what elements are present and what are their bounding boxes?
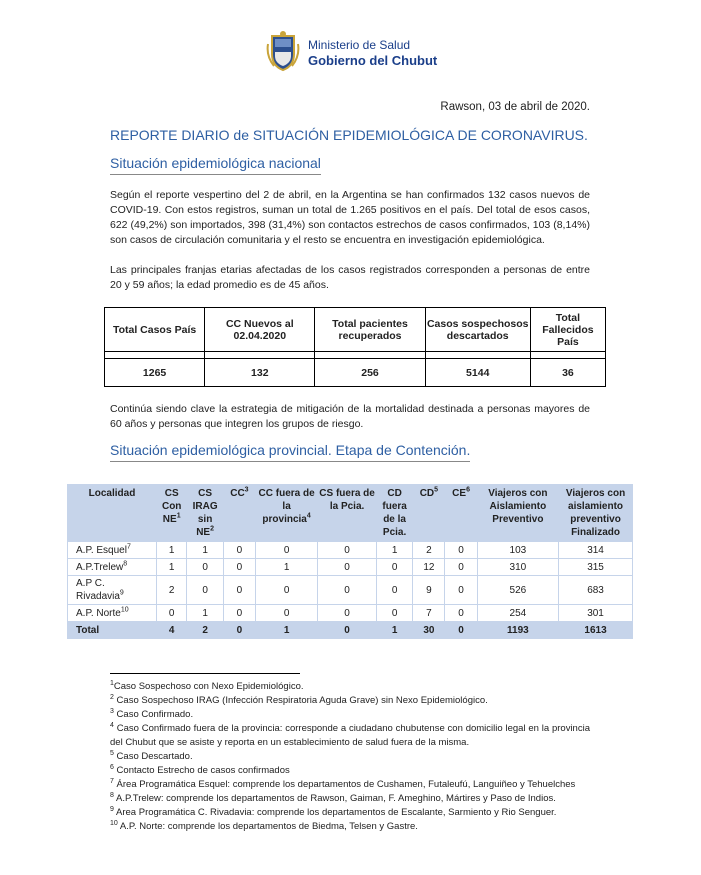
header-discarded: Casos sospechosos descartados <box>425 308 530 352</box>
value-cell: 1193 <box>477 622 558 639</box>
national-heading <box>110 155 321 175</box>
footnotes <box>110 680 590 834</box>
value-cell: 30 <box>413 622 445 639</box>
value-cell: 0 <box>318 576 377 605</box>
provincial-table-body <box>68 542 633 639</box>
value-cell: 0 <box>445 559 477 576</box>
value-cell: 0 <box>376 559 412 576</box>
value-cell: 0 <box>223 622 255 639</box>
value-cell: 0 <box>318 542 377 559</box>
value-cell: 254 <box>477 605 558 622</box>
value-cell: 1 <box>376 542 412 559</box>
footnote-item: $^7$ Área Programática Esquel: comprende los departamentos de Cushamen, Futaleufú, Languiñeo y Tehuelches <box>110 777 576 790</box>
provincial-heading <box>110 442 470 462</box>
footnote-item: $^6$ Contacto Estrecho de casos confirmados <box>110 763 290 776</box>
footnote-divider <box>110 673 300 674</box>
national-table-header-row <box>105 308 606 352</box>
value-cell: 1 <box>187 542 223 559</box>
value-cell: 0 <box>318 559 377 576</box>
table-total-row <box>68 622 633 639</box>
footnote-item: $^1$Caso Sospechoso con Nexo Epidemiológico. <box>110 679 304 692</box>
value-total-cases: 1265 <box>105 359 205 387</box>
national-paragraph-3: Continúa siendo clave la estrategia de mitigación de la mortalidad destinada a personas mayores de 60 años y personas que integren los grupos de riesgo. <box>110 403 590 430</box>
value-cell: 0 <box>223 542 255 559</box>
value-cell: 2 <box>413 542 445 559</box>
footnote-item: $^8$ A.P.Trelew: comprende los departamentos de Rawson, Gaiman, F. Ameghino, Mártires y Paso de Indios. <box>110 791 556 804</box>
value-cell: 2 <box>187 622 223 639</box>
footnote-item: $^4$ Caso Confirmado fuera de la provincia: corresponde a ciudadano chubutense con domicilio legal en la provincia del Chubut que se asiste y reporta en un establecimiento de salud fuera de la misma. <box>110 721 590 748</box>
value-cell: 315 <box>559 559 633 576</box>
national-heading-text: Situación epidemiológica nacional <box>110 155 321 171</box>
locality-cell: A.P C. Rivadavia$^9$ <box>68 576 157 605</box>
value-cell: 310 <box>477 559 558 576</box>
national-paragraph-2: Las principales franjas etarias afectadas de los casos registrados corresponden a personas de entre 20 y 59 años; la edad promedio es de 45 años. <box>110 264 590 291</box>
value-cell: 0 <box>256 542 318 559</box>
col-header: $CD^5$ <box>413 485 445 542</box>
value-cell: 0 <box>376 576 412 605</box>
table-row <box>68 605 633 622</box>
value-cell: 0 <box>318 622 377 639</box>
col-header: CS IRAG $\sin NE^2$ <box>187 485 223 542</box>
national-summary-table <box>104 307 606 387</box>
value-cell: 0 <box>445 576 477 605</box>
value-cell: 103 <box>477 542 558 559</box>
logo-government-text: Gobierno del Chubut <box>308 53 438 68</box>
locality-cell: A.P. Norte$^{10}$ <box>68 605 157 622</box>
footnote-item: $^5$ Caso Descartado. <box>110 749 193 762</box>
value-cell: 1 <box>256 559 318 576</box>
value-cell: 683 <box>559 576 633 605</box>
chubut-shield-icon <box>266 30 300 72</box>
col-header: Viajeros con Aislamiento Preventivo <box>477 485 558 542</box>
ministry-logo <box>266 30 446 76</box>
col-header: $CE^6$ <box>445 485 477 542</box>
footnote-item: $^3$ Caso Confirmado. <box>110 707 194 720</box>
col-header: CD fuera de la Pcia. <box>376 485 412 542</box>
value-cell: 526 <box>477 576 558 605</box>
footnote-item: $^{10}$ A.P. Norte: comprende los departamentos de Biedma, Telsen y Gastre. <box>110 819 418 832</box>
value-cell: 0 <box>187 559 223 576</box>
national-paragraph-1: Según el reporte vespertino del 2 de abril, en la Argentina se han confirmados 132 casos nuevos de COVID-19. Con estos registros, suman un total de 1.265 positivos en el país. Del total de esos casos, 622 (49,2%) son importados, 398 (31,4%) son contactos estrechos de casos confirmados, 103 (8,14%) son casos de circulación comunitaria y el resto se encuentra en investigación epidemiológica. <box>110 189 590 246</box>
header-new-cc: CC Nuevos al 02.04.2020 <box>205 308 315 352</box>
value-cell: 0 <box>445 542 477 559</box>
table-spacer-row <box>105 352 606 359</box>
heading-underline <box>110 461 470 462</box>
report-title: REPORTE DIARIO de SITUACIÓN EPIDEMIOLÓGICA DE CORONAVIRUS. <box>110 127 588 143</box>
value-cell: 0 <box>376 605 412 622</box>
value-cell: 9 <box>413 576 445 605</box>
value-cell: 0 <box>187 576 223 605</box>
value-cell: 0 <box>256 576 318 605</box>
value-cell: 1 <box>187 605 223 622</box>
header-deaths: Total Fallecidos País <box>530 308 605 352</box>
table-row <box>68 576 633 605</box>
value-new-cc: 132 <box>205 359 315 387</box>
heading-underline <box>110 174 321 175</box>
provincial-header-row <box>68 485 633 542</box>
value-cell: 0 <box>223 605 255 622</box>
value-cell: 1 <box>256 622 318 639</box>
locality-cell: A.P.Trelew$^8$ <box>68 559 157 576</box>
value-cell: 0 <box>445 622 477 639</box>
value-discarded: 5144 <box>425 359 530 387</box>
value-cell: 1 <box>156 559 186 576</box>
table-row <box>68 559 633 576</box>
footnote-item: $^2$ Caso Sospechoso IRAG (Infección Respiratoria Aguda Grave) sin Nexo Epidemiológico. <box>110 693 488 706</box>
value-cell: 4 <box>156 622 186 639</box>
locality-cell: Total <box>68 622 157 639</box>
provincial-table <box>67 484 633 639</box>
value-cell: 2 <box>156 576 186 605</box>
footnote-item: $^9$ Area Programática C. Rivadavia: comprende los departamentos de Escalante, Sarmiento y Rio Senguer. <box>110 805 557 818</box>
value-deaths: 36 <box>530 359 605 387</box>
col-header: $CC^3$ <box>223 485 255 542</box>
table-row <box>68 542 633 559</box>
value-cell: 0 <box>156 605 186 622</box>
logo-ministry-text: Ministerio de Salud <box>308 38 411 52</box>
header-recovered: Total pacientes recuperados <box>315 308 425 352</box>
locality-cell: A.P. Esquel$^7$ <box>68 542 157 559</box>
value-recovered: 256 <box>315 359 425 387</box>
value-cell: 0 <box>318 605 377 622</box>
value-cell: 1613 <box>559 622 633 639</box>
col-header: Localidad <box>68 485 157 542</box>
value-cell: 7 <box>413 605 445 622</box>
value-cell: 0 <box>445 605 477 622</box>
value-cell: 1 <box>376 622 412 639</box>
report-date: Rawson, 03 de abril de 2020. <box>440 101 590 113</box>
col-header: CS fuera de la Pcia. <box>318 485 377 542</box>
col-header: CC fuera de la provincia$^4$ <box>256 485 318 542</box>
value-cell: 301 <box>559 605 633 622</box>
col-header: Viajeros con aislamiento preventivo Finalizado <box>559 485 633 542</box>
provincial-heading-text: Situación epidemiológica provincial. Etapa de Contención. <box>110 442 471 458</box>
value-cell: 12 <box>413 559 445 576</box>
value-cell: 0 <box>223 559 255 576</box>
header-total-cases: Total Casos País <box>105 308 205 352</box>
value-cell: 314 <box>559 542 633 559</box>
national-table-value-row <box>105 359 606 387</box>
value-cell: 0 <box>256 605 318 622</box>
value-cell: 0 <box>223 576 255 605</box>
col-header: CS Con $NE^1$ <box>156 485 186 542</box>
value-cell: 1 <box>156 542 186 559</box>
